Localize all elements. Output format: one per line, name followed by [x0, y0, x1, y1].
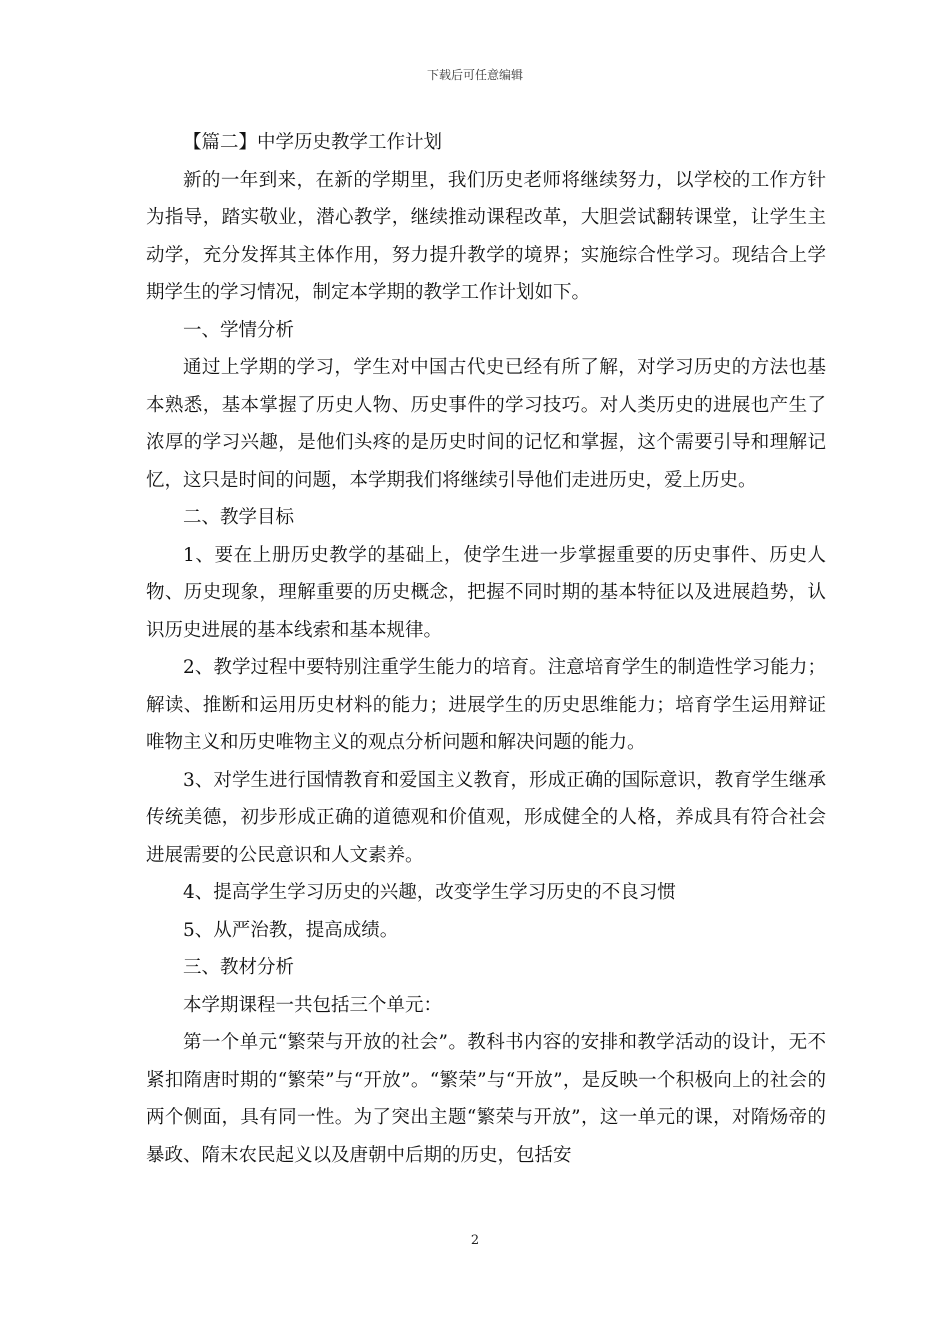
page-header: 下载后可任意编辑: [426, 68, 523, 82]
goal-item-1: 1、要在上册历史教学的基础上，使学生进一步掌握重要的历史事件、历史人物、历史现象，理解重要的历史概念，把握不同时期的基本特征以及进展趋势，认识历史进展的基本线索和基本规律。: [146, 544, 826, 641]
learning-analysis-paragraph: 通过上学期的学习，学生对中国古代史已经有所了解，对学习历史的方法也基本熟悉，基本掌握了历史人物、历史事件的学习技巧。对人类历史的进展也产生了浓厚的学习兴趣，是他们头疼的是历史时间的记忆和掌握，这个需要引导和理解记忆，这只是时间的问题，本学期我们将继续引导他们走进历史，爱上历史。: [146, 357, 826, 491]
unit-one-paragraph: 第一个单元“繁荣与开放的社会”。教科书内容的安排和教学活动的设计，无不紧扣隋唐时期的“繁荣”与“开放”。“繁荣”与“开放”，是反映一个积极向上的社会的两个侧面，具有同一性。为了突出主题“繁荣与开放”，这一单元的课，对隋炀帝的暴政、隋末农民起义以及唐朝中后期的历史，包括安: [146, 1032, 826, 1166]
intro-paragraph: 新的一年到来，在新的学期里，我们历史老师将继续努力，以学校的工作方针为指导，踏实敬业，潜心教学，继续推动课程改革，大胆尝试翻转课堂，让学生主动学，充分发挥其主体作用，努力提升教学的境界；实施综合性学习。现结合上学期学生的学习情况，制定本学期的教学工作计划如下。: [146, 169, 826, 303]
page-number: 2: [470, 1233, 480, 1248]
document-body: [146, 124, 826, 1174]
section-title: 【篇二】中学历史教学工作计划: [183, 132, 443, 153]
heading-learning-analysis: 一、学情分析: [183, 319, 295, 341]
goal-item-2: 2、教学过程中要特别注重学生能力的培育。注意培育学生的制造性学习能力；解读、推断和运用历史材料的能力；进展学生的历史思维能力；培育学生运用辩证唯物主义和历史唯物主义的观点分析问题和解决问题的能力。: [146, 657, 826, 753]
heading-teaching-goals: 二、教学目标: [183, 507, 295, 528]
goal-item-5: 5、从严治教，提高成绩。: [183, 919, 399, 941]
goal-item-4: 4、提高学生学习历史的兴趣，改变学生学习历史的不良习惯: [183, 882, 676, 903]
heading-textbook-analysis: 三、教材分析: [183, 957, 295, 978]
goal-item-3: 3、对学生进行国情教育和爱国主义教育，形成正确的国际意识，教育学生继承传统美德，初步形成正确的道德观和价值观，形成健全的人格，养成具有符合社会进展需要的公民意识和人文素养。: [146, 769, 826, 866]
textbook-intro-paragraph: 本学期课程一共包括三个单元：: [183, 994, 443, 1016]
